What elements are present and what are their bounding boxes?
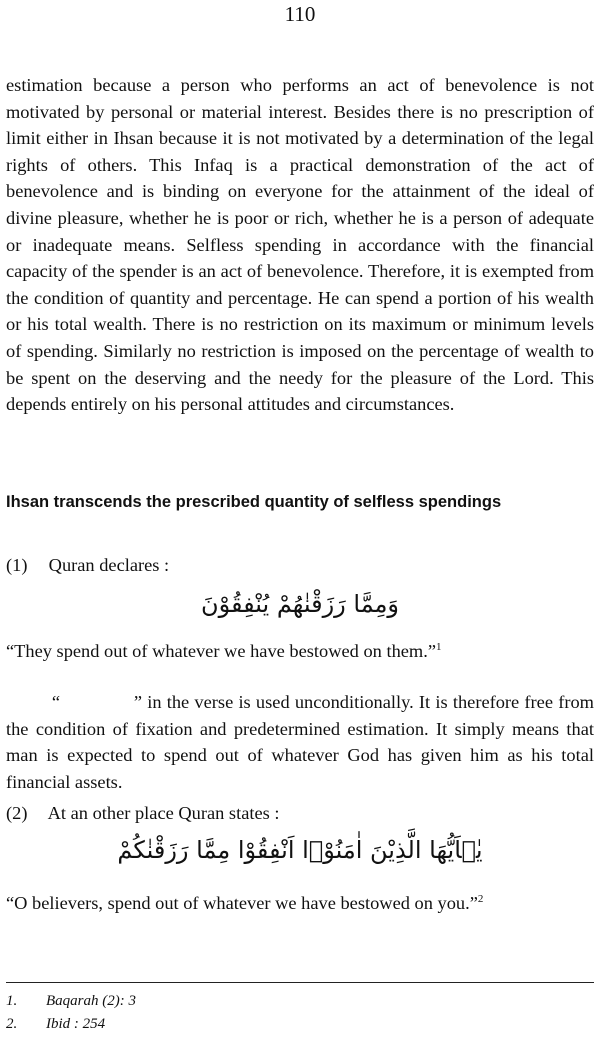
body-paragraph: estimation because a person who performs an act of benevolence is not motivated by personal or material interest. Besides there is no prescription of limit either in Ihsan because it is not motivated by a determination of the legal rights of others. This Infaq is a practical demonstration of the act of benevolence and is binding on everyone for the attainment of the ideal of divine pleasure, whether he is poor or rich, whether he is a person of adequate or inadequate means. Selfless spending in accordance with the financial capacity of the spender is an act of benevolence. Therefore, it is exempted from the condition of quantity and percentage. He can spend a portion of his wealth or his total wealth. There is no restriction on its maximum or minimum levels of spending. Similarly no restriction is imposed on the percentage of wealth to be spent on the deserving and the needy for the pleasure of the Lord. This depends entirely on his personal attitudes and circumstances.	[6, 75, 594, 415]
arabic-verse: وَمِمَّا رَزَقْنٰهُمْ يُنْفِقُوْنَ	[200, 590, 400, 618]
list-item-2	[6, 803, 280, 824]
quote-text: “O believers, spend out of whatever we have bestowed on you.”	[6, 893, 478, 913]
footnote-divider	[6, 982, 594, 983]
paragraph-text: in the verse is used unconditionally. It is therefore free from the condition of fixation and predetermined estimation. It simply means that man is expected to spend out of whatever God has given him as his total financial assets.	[6, 692, 594, 792]
list-item-number: (2)	[6, 803, 28, 823]
list-item-number: (1)	[6, 555, 28, 575]
quote	[6, 893, 483, 914]
page-number: 110	[284, 2, 316, 26]
quote	[6, 641, 442, 662]
footnote-number: 1.	[6, 993, 18, 1009]
footnote	[6, 993, 136, 1010]
footnote-ref: 2	[477, 892, 484, 905]
list-item-text: Quran declares :	[48, 555, 170, 575]
close-quote: ”	[133, 692, 142, 712]
arabic-verse: يٰۤاَيُّهَا الَّذِيْنَ اٰمَنُوْۤا اَنْفِقُوْا مِمَّا رَزَقْنٰكُمْ	[117, 836, 483, 864]
list-item-1	[6, 555, 169, 576]
open-quote: “	[51, 692, 60, 712]
list-item-text: At an other place Quran states :	[47, 803, 280, 823]
footnote-text: Baqarah (2): 3	[46, 993, 136, 1009]
quote-text: “They spend out of whatever we have bestowed on them.”	[6, 641, 436, 661]
body-paragraph	[6, 689, 594, 795]
section-heading: Ihsan transcends the prescribed quantity of selfless spendings	[6, 493, 502, 511]
footnote	[6, 1016, 105, 1033]
footnote-text: Ibid : 254	[46, 1016, 106, 1032]
footnote-number: 2.	[6, 1016, 18, 1032]
footnote-ref: 1	[436, 640, 442, 653]
